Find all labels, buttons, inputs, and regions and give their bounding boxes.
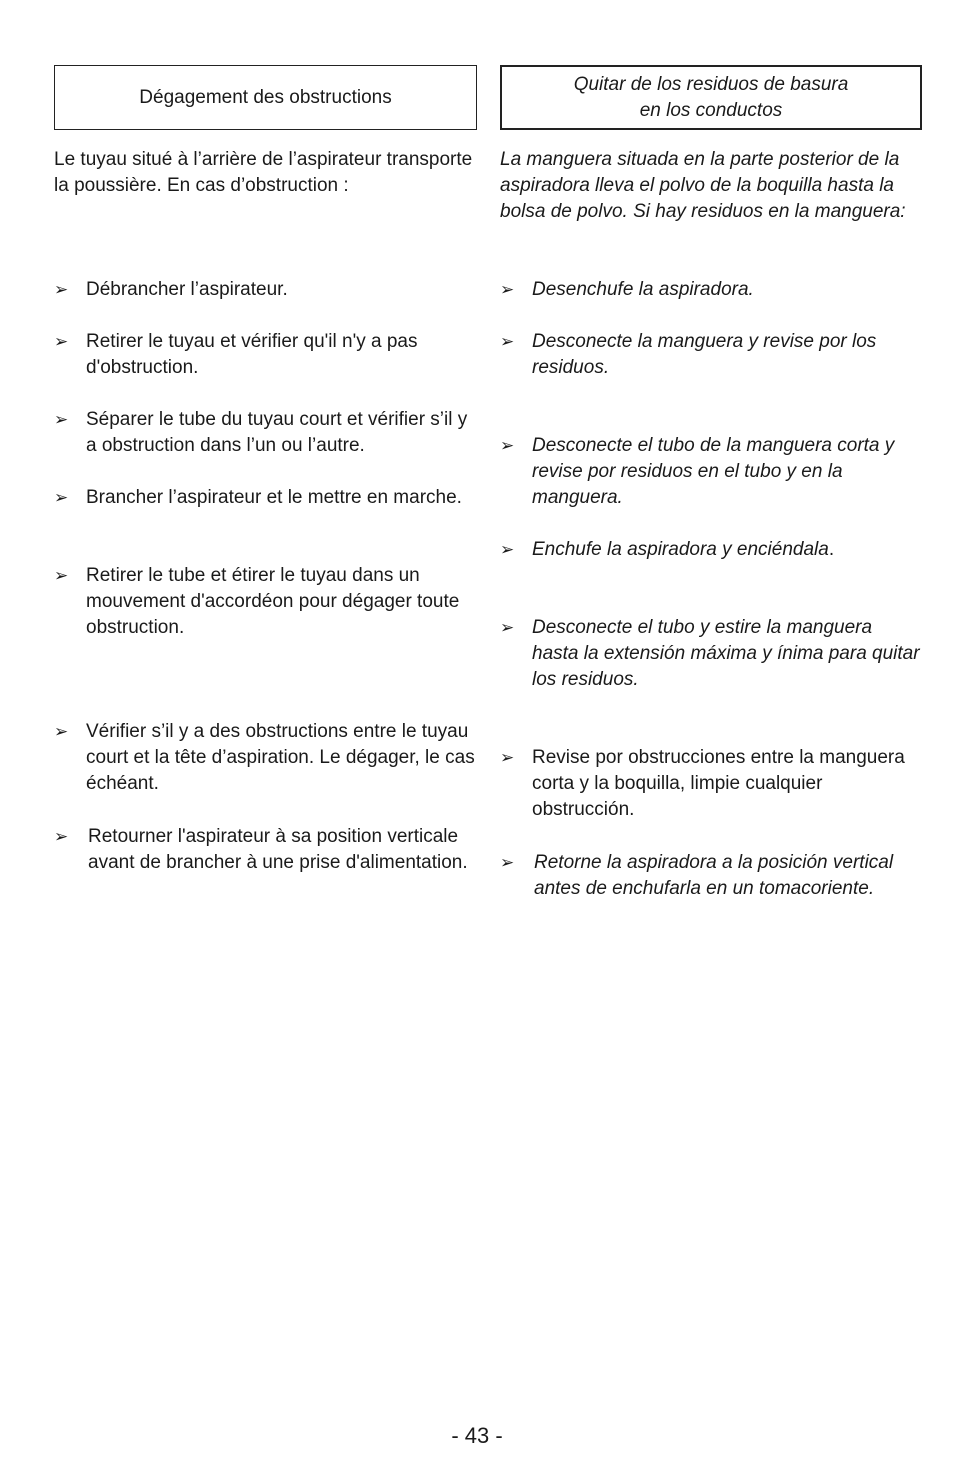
spanish-step-3-text: Desconecte el tubo de la manguera corta y revise por residuos en el tubo y en la manguera. [532,435,895,508]
french-step-2-text: Retirer le tuyau et vérifier qu'il n'y a pas d'obstruction. [86,331,418,378]
spanish-step-7 [500,850,922,902]
french-column [54,65,477,873]
spanish-step-6-text: Revise por obstrucciones entre la manguera corta y la boquilla, limpie cualquier obstrucción. [532,747,905,820]
french-step-7-text: Retourner l'aspirateur à sa position verticale avant de brancher à une prise d'alimentation. [88,826,468,873]
spanish-step-5 [500,615,922,693]
spanish-step-4-content [532,537,922,563]
french-step-4 [54,485,477,511]
french-step-3-text: Séparer le tube du tuyau court et vérifier s’il y a obstruction dans l’un ou l’autre. [86,409,468,456]
spanish-step-2 [500,329,922,381]
french-step-5-text: Retirer le tube et étirer le tuyau dans un mouvement d'accordéon pour dégager toute obstruction. [86,565,460,638]
french-step-6-text: Vérifier s’il y a des obstructions entre le tuyau court et la tête d’aspiration. Le dégager, le cas échéant. [86,721,475,794]
french-step-6 [54,719,477,797]
spanish-step-6 [500,745,922,823]
french-step-5 [54,563,477,641]
spanish-step-1-text: Desenchufe la aspiradora. [532,279,754,300]
spanish-column [500,65,922,899]
bullet-arrow-icon: ➢ [54,280,69,300]
bullet-arrow-icon: ➢ [500,280,515,300]
french-section-title-box [54,65,477,130]
spanish-step-5-text: Desconecte el tubo y estire la manguera hasta la extensión máxima y ínima para quitar los residuos. [532,617,920,690]
french-step-1-text: Débrancher l’aspirateur. [86,279,288,300]
page-number: - 43 - [451,1423,503,1448]
bullet-arrow-icon: ➢ [54,332,69,352]
spanish-step-4-period: . [828,539,835,560]
spanish-step-3 [500,433,922,511]
bullet-arrow-icon: ➢ [54,722,69,742]
spanish-step-7-text: Retorne la aspiradora a la posición vertical antes de enchufarla en un tomacoriente. [534,852,894,899]
bullet-arrow-icon: ➢ [54,488,69,508]
bullet-arrow-icon: ➢ [54,566,69,586]
french-step-3 [54,407,477,459]
spanish-section-title-box [500,65,922,130]
french-step-4-text: Brancher l’aspirateur et le mettre en marche. [86,487,462,508]
bullet-arrow-icon: ➢ [500,332,515,352]
french-step-1 [54,277,477,303]
bullet-arrow-icon: ➢ [54,410,69,430]
bullet-arrow-icon: ➢ [500,436,515,456]
bullet-arrow-icon: ➢ [500,540,515,560]
bullet-arrow-icon: ➢ [500,618,515,638]
french-step-7 [54,824,477,876]
bullet-arrow-icon: ➢ [500,748,515,768]
spanish-step-1 [500,277,922,303]
spanish-section-title: Quitar de los residuos de basura en los conductos [573,73,849,121]
bullet-arrow-icon: ➢ [500,853,515,873]
spanish-step-4 [500,537,922,563]
spanish-step-4-text: Enchufe la aspiradora y enciéndala [532,539,829,560]
spanish-intro: La manguera situada en la parte posterior de la aspiradora lleva el polvo de la boquilla hasta la bolsa de polvo. Si hay residuos en la manguera: [500,149,906,222]
spanish-step-2-text: Desconecte la manguera y revise por los residuos. [532,331,877,378]
french-intro: Le tuyau situé à l’arrière de l’aspirateur transporte la poussière. En cas d’obstruction : [54,149,473,196]
french-step-2 [54,329,477,381]
bullet-arrow-icon: ➢ [54,827,69,847]
french-section-title: Dégagement des obstructions [139,86,392,108]
